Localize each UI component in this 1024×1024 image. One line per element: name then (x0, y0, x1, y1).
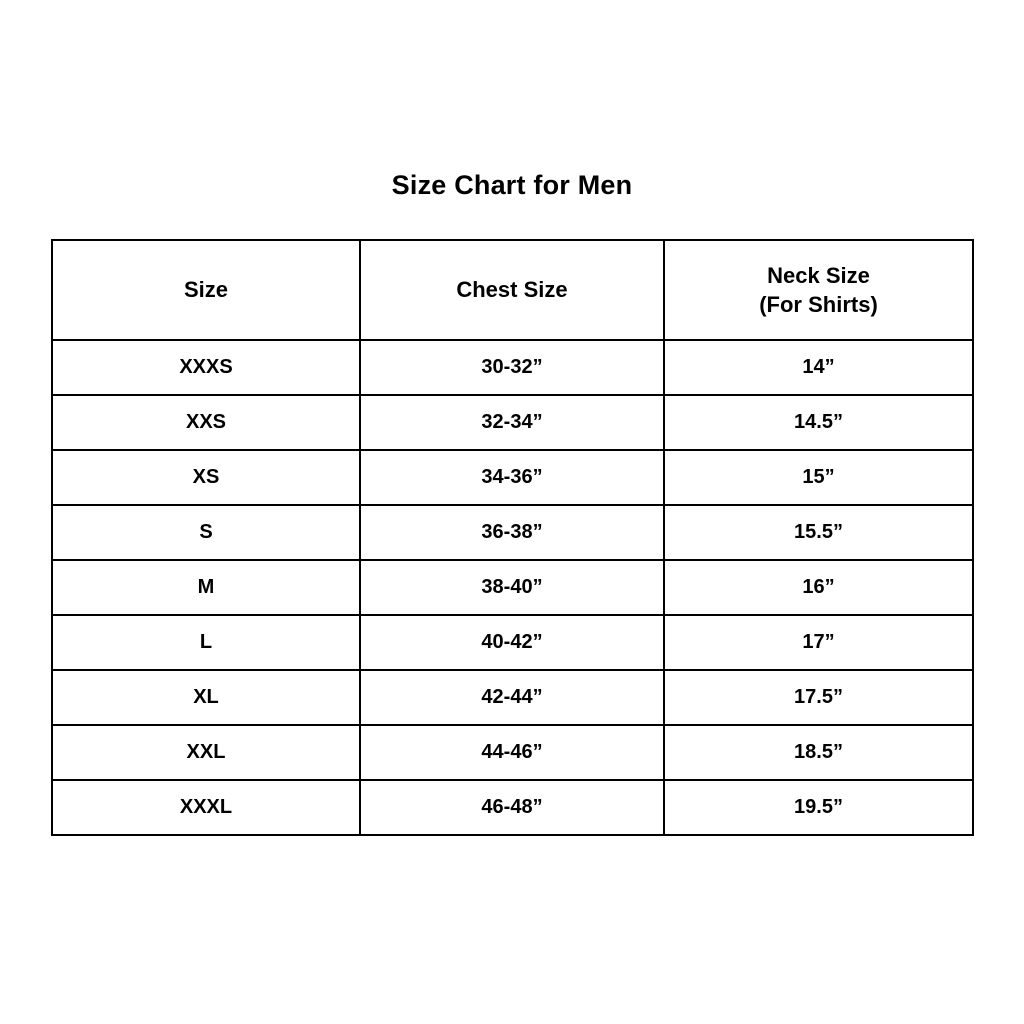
cell-neck: 19.5” (664, 780, 973, 835)
cell-chest: 30-32” (360, 340, 664, 395)
table-row (52, 780, 973, 835)
cell-chest: 34-36” (360, 450, 664, 505)
table-header-row (52, 240, 973, 340)
cell-size: XXL (52, 725, 360, 780)
cell-size: XXXL (52, 780, 360, 835)
cell-chest: 44-46” (360, 725, 664, 780)
column-header-neck (664, 240, 973, 340)
cell-chest: 46-48” (360, 780, 664, 835)
cell-neck: 18.5” (664, 725, 973, 780)
table-body (52, 340, 973, 835)
column-header-chest-label: Chest Size (456, 277, 568, 303)
cell-chest: 36-38” (360, 505, 664, 560)
cell-neck: 14.5” (664, 395, 973, 450)
cell-neck: 14” (664, 340, 973, 395)
table-row (52, 560, 973, 615)
cell-chest: 32-34” (360, 395, 664, 450)
size-chart-table (51, 239, 974, 836)
column-header-neck-label: Neck Size (767, 262, 870, 288)
cell-size: XXXS (52, 340, 360, 395)
column-header-size-label: Size (183, 277, 229, 303)
page-title: Size Chart for Men (391, 170, 633, 200)
cell-size: XL (52, 670, 360, 725)
cell-neck: 15.5” (664, 505, 973, 560)
cell-neck: 17.5” (664, 670, 973, 725)
cell-size: L (52, 615, 360, 670)
cell-size: M (52, 560, 360, 615)
column-header-size (52, 240, 360, 340)
table-row (52, 450, 973, 505)
cell-neck: 17” (664, 615, 973, 670)
cell-size: XS (52, 450, 360, 505)
cell-size: XXS (52, 395, 360, 450)
cell-size: S (52, 505, 360, 560)
table-row (52, 340, 973, 395)
cell-chest: 38-40” (360, 560, 664, 615)
cell-chest: 40-42” (360, 615, 664, 670)
table-row (52, 725, 973, 780)
column-header-neck-sublabel: (For Shirts) (759, 292, 878, 317)
table-row (52, 505, 973, 560)
cell-neck: 15” (664, 450, 973, 505)
table-row (52, 670, 973, 725)
column-header-chest (360, 240, 664, 340)
table-row (52, 615, 973, 670)
cell-neck: 16” (664, 560, 973, 615)
table-row (52, 395, 973, 450)
cell-chest: 42-44” (360, 670, 664, 725)
table-header (52, 240, 973, 340)
